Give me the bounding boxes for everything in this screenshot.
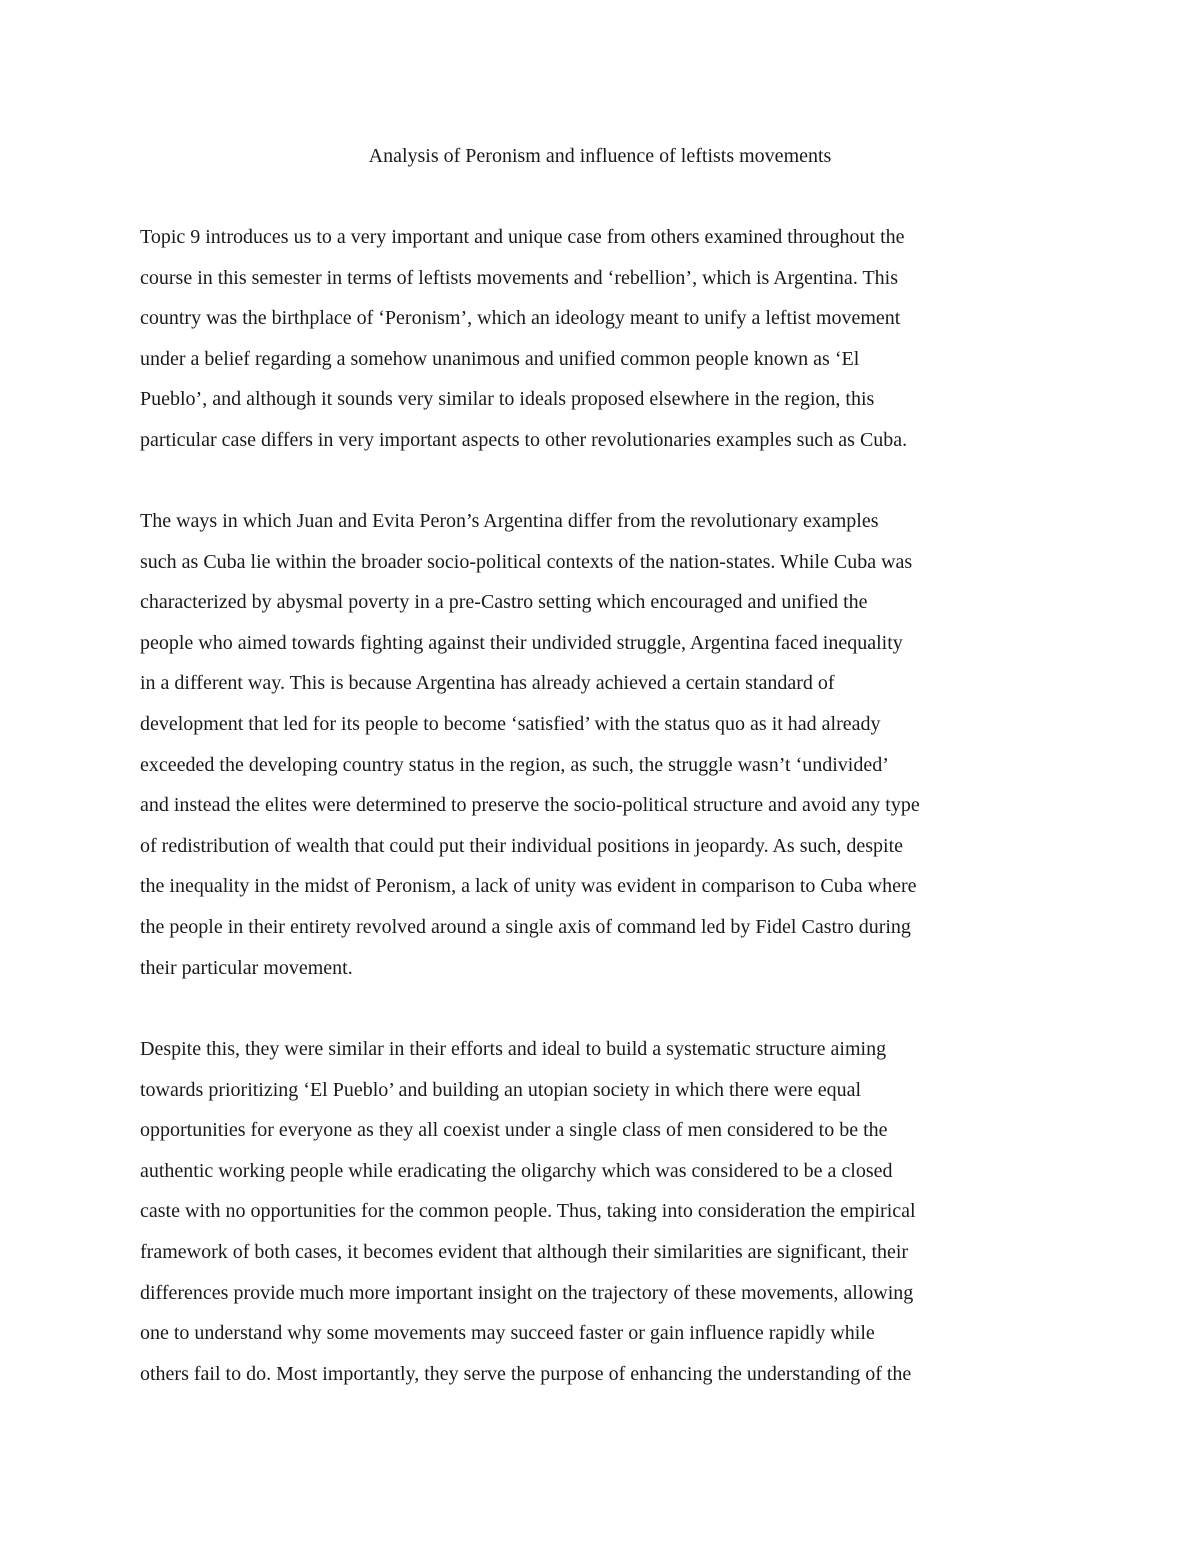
paragraph-line: development that led for its people to become ‘satisfied’ with the status quo as it had already (140, 713, 881, 735)
paragraph-line: differences provide much more important insight on the trajectory of these movements, allowing (140, 1281, 914, 1304)
paragraph-line: the inequality in the midst of Peronism, a lack of unity was evident in comparison to Cuba where (140, 875, 917, 898)
paragraph-line: and instead the elites were determined to preserve the socio-political structure and avoid any type (140, 794, 920, 817)
paragraph-line: under a belief regarding a somehow unanimous and unified common people known as ‘El (140, 347, 860, 370)
paragraph-line: exceeded the developing country status in the region, as such, the struggle wasn’t ‘undivided’ (140, 753, 889, 776)
paragraph-line: of redistribution of wealth that could put their individual positions in jeopardy. As such, despite (140, 834, 904, 857)
paragraph-line: in a different way. This is because Argentina has already achieved a certain standard of (140, 672, 835, 695)
paragraph-line: Topic 9 introduces us to a very important and unique case from others examined throughout the (140, 226, 905, 248)
paragraph-line: people who aimed towards fighting against their undivided struggle, Argentina faced inequality (140, 631, 903, 654)
paragraph-line: such as Cuba lie within the broader socio-political contexts of the nation-states. While Cuba was (140, 550, 913, 573)
document-title: Analysis of Peronism and influence of leftists movements (368, 145, 832, 167)
paragraph-line: caste with no opportunities for the common people. Thus, taking into consideration the empirical (140, 1200, 916, 1223)
paragraph-line: one to understand why some movements may succeed faster or gain influence rapidly while (140, 1322, 875, 1345)
paragraph-line: authentic working people while eradicating the oligarchy which was considered to be a closed (140, 1159, 893, 1182)
paragraph-line: particular case differs in very important aspects to other revolutionaries examples such as Cuba. (140, 429, 908, 451)
paragraph-line: country was the birthplace of ‘Peronism’, which an ideology meant to unify a leftist movement (140, 307, 901, 330)
paragraph-line: characterized by abysmal poverty in a pre-Castro setting which encouraged and unified the (140, 591, 868, 614)
paragraph-line: the people in their entirety revolved around a single axis of command led by Fidel Castro during (140, 916, 911, 938)
paragraph-line: their particular movement. (140, 956, 353, 979)
paragraph-line: Despite this, they were similar in their efforts and ideal to build a systematic structure aiming (140, 1038, 887, 1060)
paragraph-line: The ways in which Juan and Evita Peron’s Argentina differ from the revolutionary examples (140, 510, 879, 532)
paragraph-line: others fail to do. Most importantly, they serve the purpose of enhancing the understanding of the (140, 1362, 912, 1385)
paragraph-line: towards prioritizing ‘El Pueblo’ and building an utopian society in which there were equal (140, 1078, 862, 1101)
paragraph-line: opportunities for everyone as they all coexist under a single class of men considered to be the (140, 1119, 888, 1142)
paragraph-line: framework of both cases, it becomes evident that although their similarities are significant, their (140, 1241, 909, 1263)
paragraph-line: course in this semester in terms of leftists movements and ‘rebellion’, which is Argentina. This (140, 266, 899, 289)
paragraph-line: Pueblo’, and although it sounds very similar to ideals proposed elsewhere in the region, this (140, 388, 875, 411)
